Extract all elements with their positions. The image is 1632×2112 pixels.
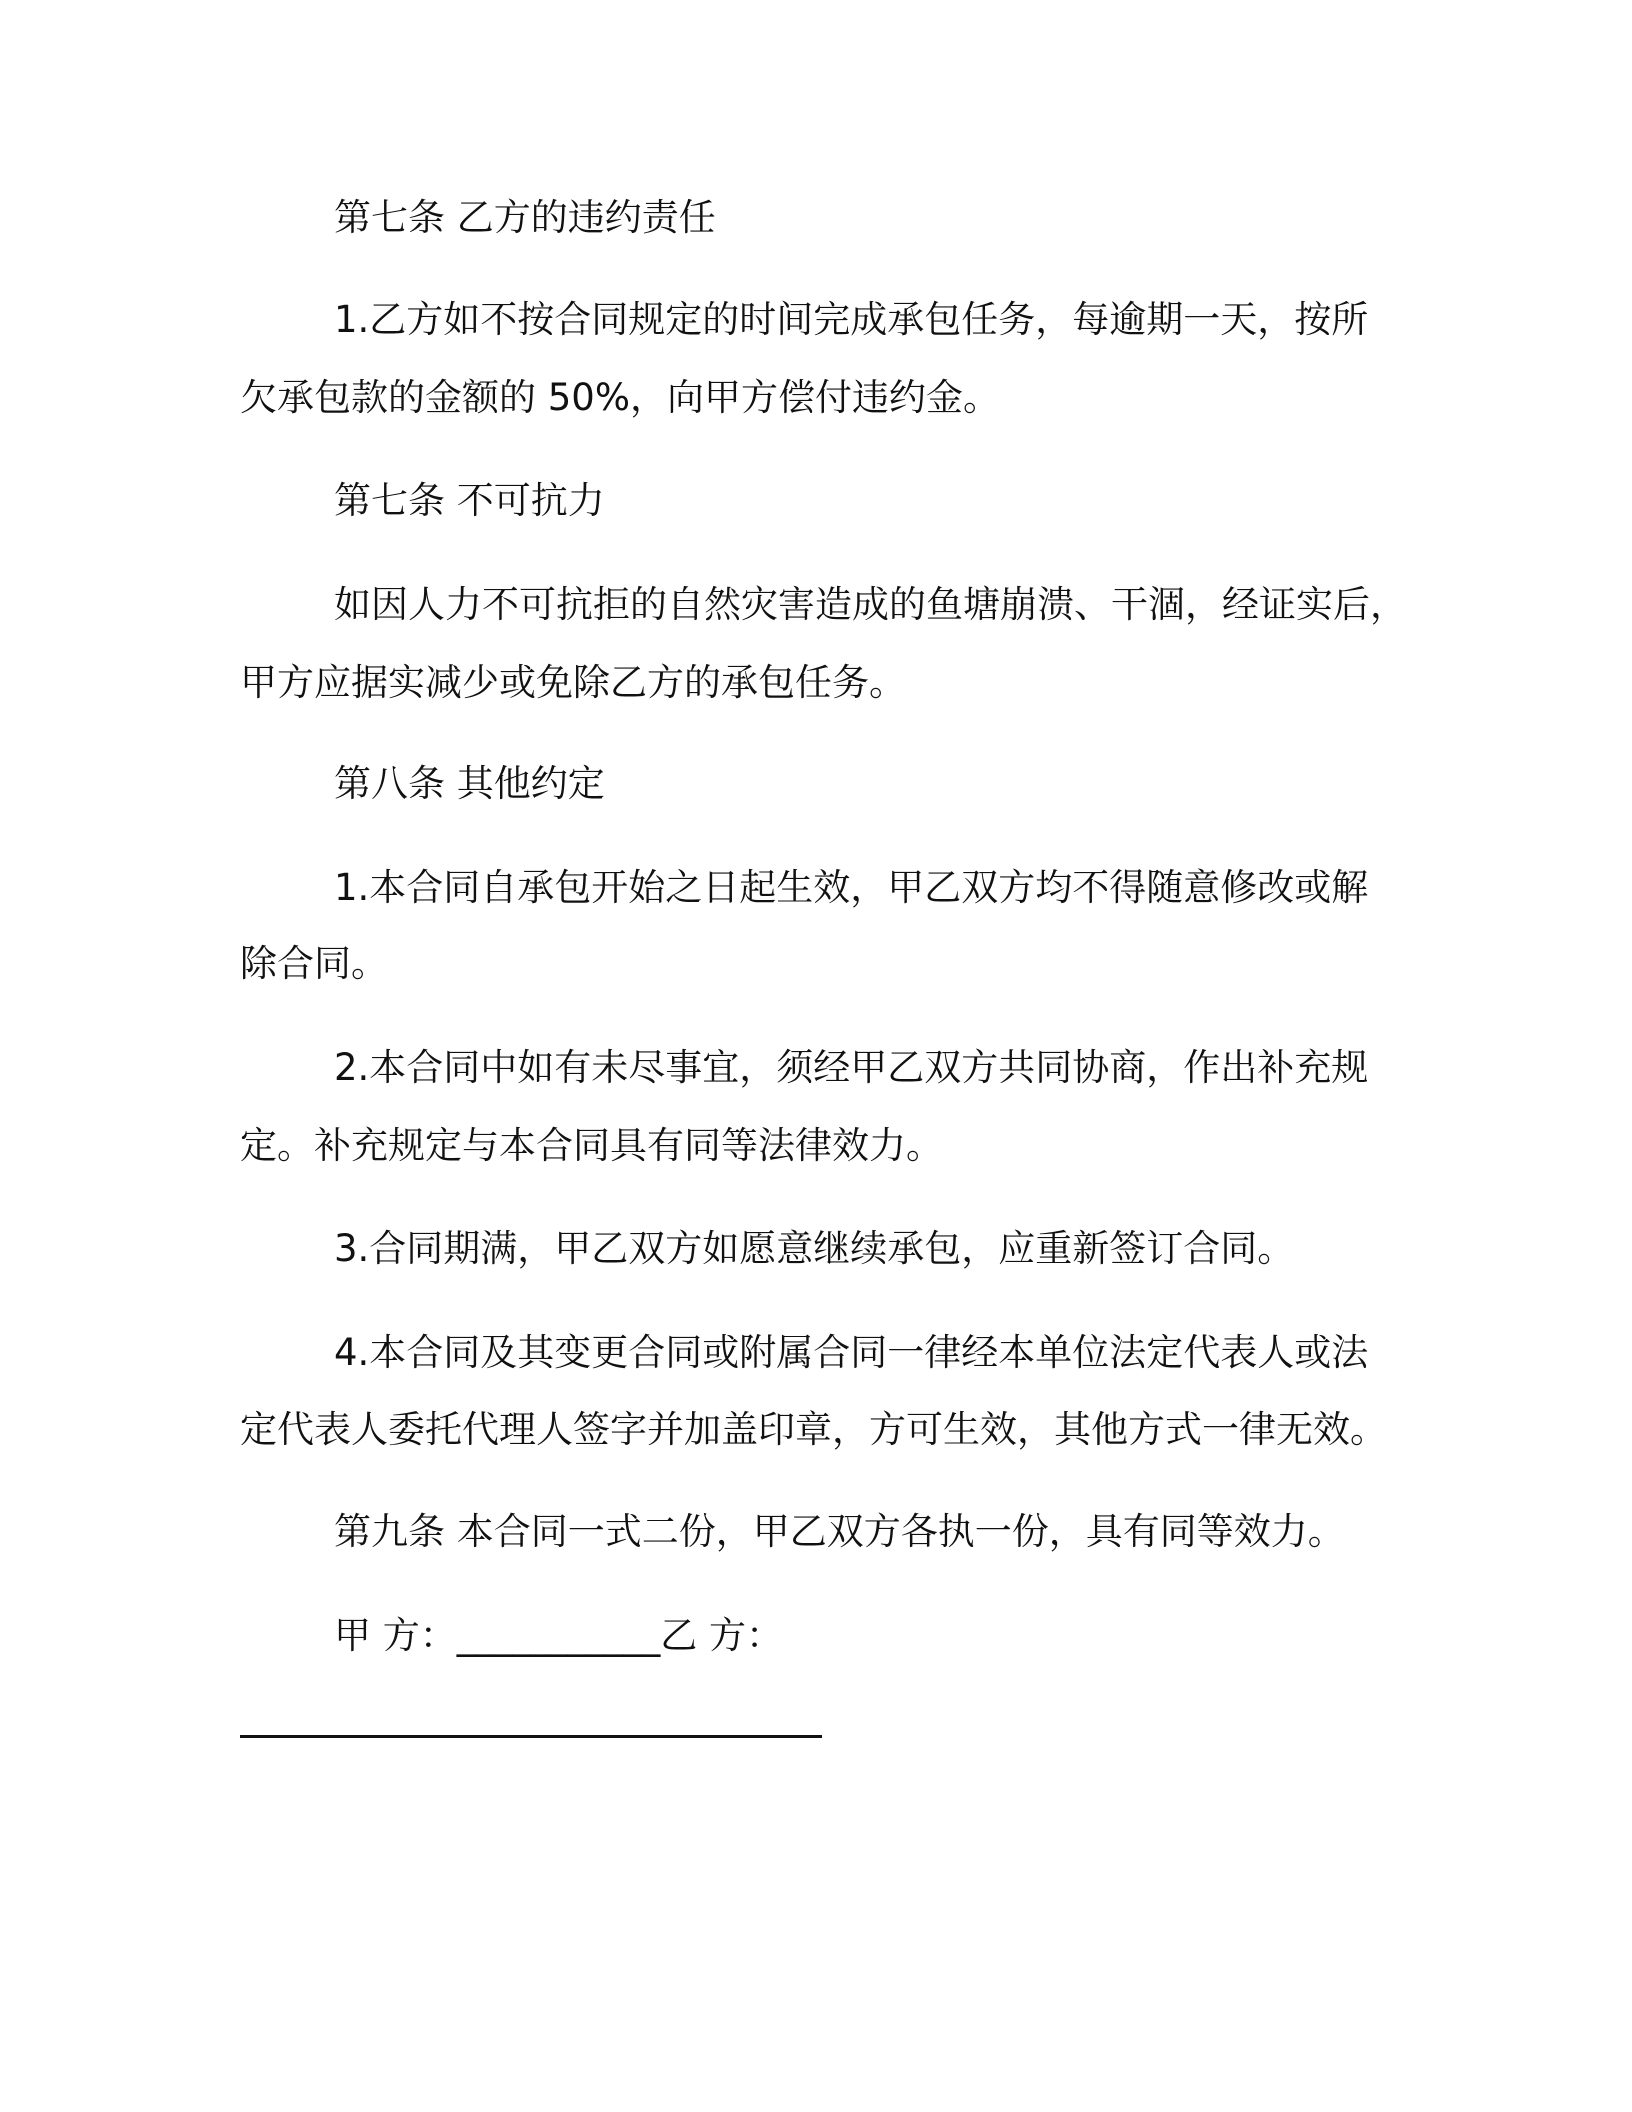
signature-line: 甲 方：___________乙 方：	[334, 1614, 784, 1657]
article-7-heading: 第七条 乙方的违约责任	[334, 196, 716, 239]
force-majeure-heading: 第七条 不可抗力	[334, 479, 605, 522]
article-8-clause-2-line-2: 定。补充规定与本合同具有同等法律效力。	[240, 1124, 943, 1167]
article-8-clause-4-line-1: 4.本合同及其变更合同或附属合同一律经本单位法定代表人或法	[334, 1331, 1369, 1374]
party-b-signature-underline	[240, 1735, 822, 1738]
article-8-clause-4-line-2: 定代表人委托代理人签字并加盖印章，方可生效，其他方式一律无效。	[240, 1408, 1387, 1451]
article-7-clause-1-line-2: 欠承包款的金额的 50%，向甲方偿付违约金。	[240, 376, 1000, 419]
force-majeure-text-line-2: 甲方应据实减少或免除乙方的承包任务。	[240, 661, 906, 704]
article-8-clause-3: 3.合同期满，甲乙双方如愿意继续承包，应重新签订合同。	[334, 1227, 1295, 1270]
force-majeure-text-line-1: 如因人力不可抗拒的自然灾害造成的鱼塘崩溃、干涸，经证实后，	[334, 583, 1407, 626]
article-9-text: 第九条 本合同一式二份，甲乙双方各执一份，具有同等效力。	[334, 1510, 1345, 1553]
article-8-clause-1-line-2: 除合同。	[240, 942, 388, 985]
article-7-clause-1-line-1: 1.乙方如不按合同规定的时间完成承包任务，每逾期一天，按所	[334, 298, 1369, 341]
article-8-clause-2-line-1: 2.本合同中如有未尽事宜，须经甲乙双方共同协商，作出补充规	[334, 1046, 1369, 1089]
article-8-clause-1-line-1: 1.本合同自承包开始之日起生效，甲乙双方均不得随意修改或解	[334, 866, 1369, 909]
article-8-heading: 第八条 其他约定	[334, 762, 605, 805]
